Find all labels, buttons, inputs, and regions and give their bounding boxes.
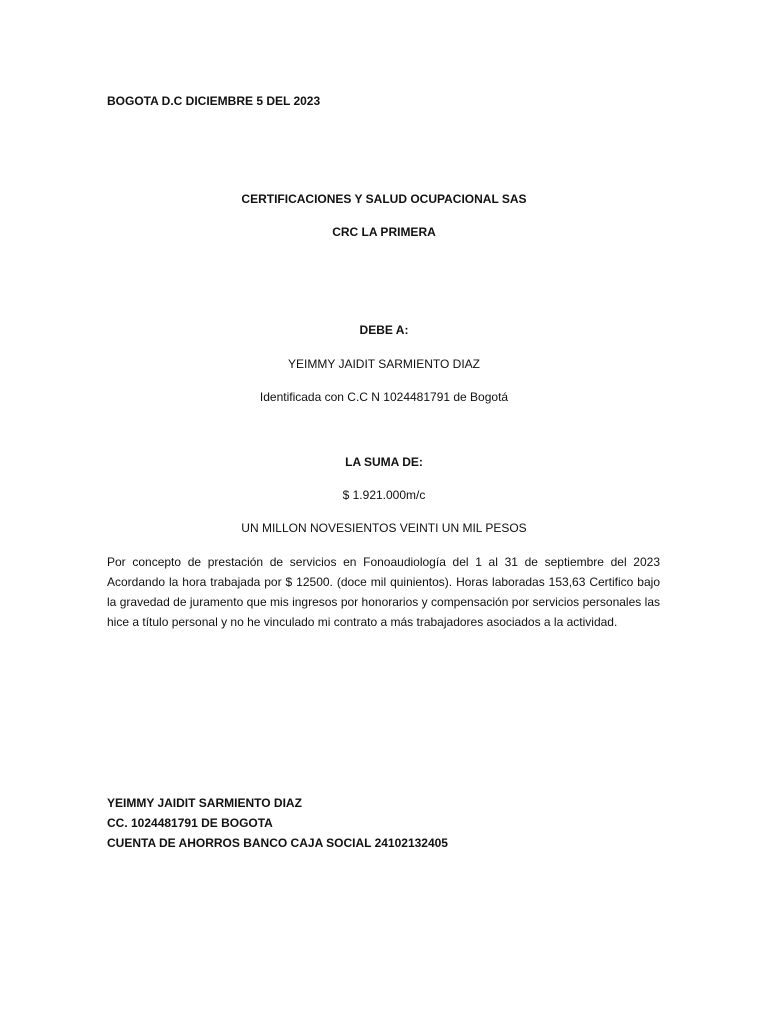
branch-name: CRC LA PRIMERA [332, 225, 436, 239]
identification-line: Identificada con C.C N 1024481791 de Bogotá [259, 390, 509, 404]
concept-paragraph: Por concepto de prestación de servicios en Fonoaudiología del 1 al 31 de septiembre del 2023 Acordando la hora trabajada por $ 12500. (doce mil quinientos). Horas laboradas 153,63 Certifico bajo la gravedad de juramento que mis ingresos por honorarios y compensación por servicios personales las hice a título personal y no he vinculado mi contrato a más trabajadores asociados a la actividad. [107, 555, 660, 629]
signature-cc: CC. 1024481791 DE BOGOTA [107, 816, 273, 830]
amount-value: $ 1.921.000m/c [342, 488, 426, 502]
amount-words: UN MILLON NOVESIENTOS VEINTI UN MIL PESOS [241, 521, 527, 535]
date-line: BOGOTA D.C DICIEMBRE 5 DEL 2023 [107, 94, 321, 108]
company-name: CERTIFICACIONES Y SALUD OCUPACIONAL SAS [241, 192, 527, 206]
owes-label: DEBE A: [359, 323, 409, 337]
signature-name: YEIMMY JAIDIT SARMIENTO DIAZ [107, 796, 302, 810]
sum-label: LA SUMA DE: [345, 455, 423, 469]
signature-account: CUENTA DE AHORROS BANCO CAJA SOCIAL 24102132405 [107, 836, 448, 850]
creditor-name: YEIMMY JAIDIT SARMIENTO DIAZ [287, 357, 481, 371]
